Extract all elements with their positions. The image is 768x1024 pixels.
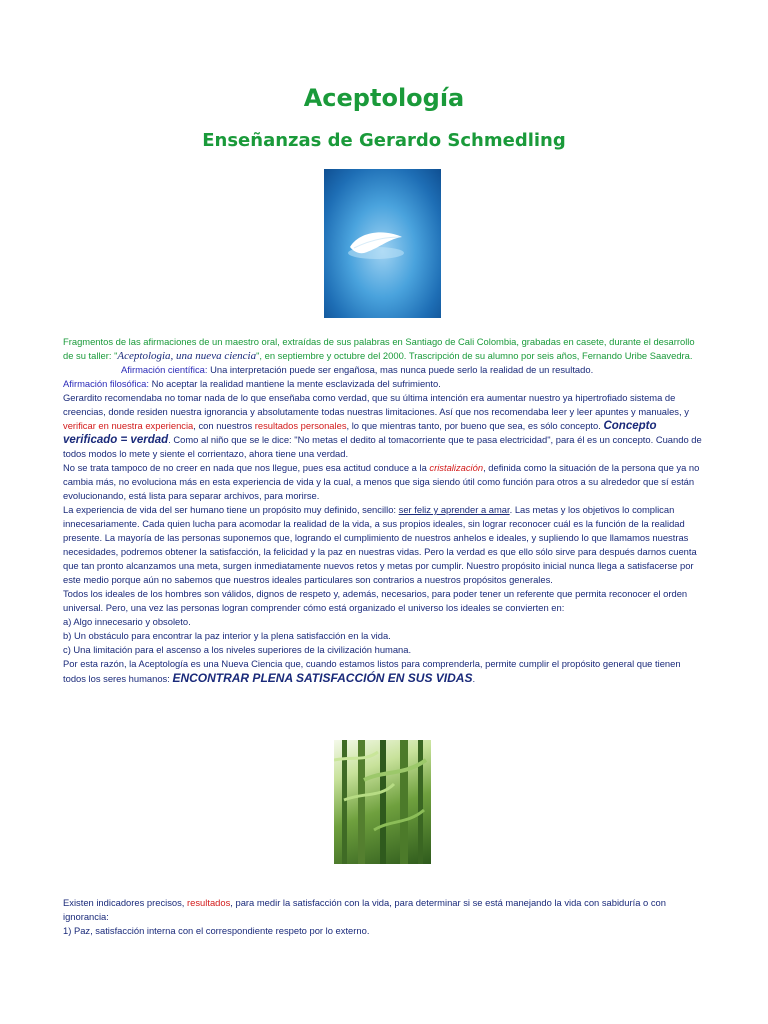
list-item-a: a) Algo innecesario y obsoleto. — [63, 616, 191, 627]
link-ser-feliz[interactable]: ser feliz y aprender a amar — [398, 504, 510, 515]
label-cientifica: Afirmación científica: — [121, 364, 208, 375]
page-title: Aceptología — [303, 84, 465, 112]
page-subtitle: Enseñanzas de Gerardo Schmedling — [202, 130, 566, 151]
intro-paragraph: Fragmentos de las afirmaciones de un maestro oral, extraídas de sus palabras en Santiago de Cali Colombia, grabadas en casete, durante el desarrollo de su taller: "Aceptologia, una nueva ciencia", en septiembre y octubre del 2000. Trascripción de su alumno por seis años, Fernando Uribe Saavedra.Afirmación científica: Una interpretación puede ser engañosa, mas nunca puede serlo la realidad de un resultado. — [63, 336, 695, 375]
intro-block — [63, 335, 703, 686]
paragraph-proposito: La experiencia de vida del ser humano tiene un propósito muy definido, sencillo: ser feliz y aprender a amar. Las metas y los objetivos lo complican innecesariamente. Cada quien lucha para acomodar la realidad de la vida, a sus propios ideales, sin lograr reconocer cuál es la función de la realidad presente. La mayoría de las personas suponemos que, logrando el cumplimiento de nuestros anhelos e ideales, y supliendo lo que llamamos nuestras necesidades, podremos obtener la satisfacción, la felicidad y la paz en nuestras vidas. Pero la verdad es que ello sólo sirve para después darnos cuenta que tan pronto alcanzamos una meta, surgen inmediatamente nuevos retos y metas por cumplir. Nuestro propósito inicial nunca llega a satisfacerse por este medio porque aún no sabemos que nuestros ideales particulares son contrarios a nuestros propósitos generales. — [63, 504, 697, 585]
satisfaction-emphasis: ENCONTRAR PLENA SATISFACCIÓN EN SUS VIDAS — [172, 671, 473, 685]
list-item-b: b) Un obstáculo para encontrar la paz interior y la plena satisfacción en la vida. — [63, 630, 391, 641]
paragraph-cristalizacion: No se trata tampoco de no creer en nada que nos llegue, pues esa actitud conduce a la cristalización, definida como la situación de la persona que ya no cambia más, no evoluciona más en esta experiencia de vida y la cual, a menos que siga siendo útil como función para otros a su alrededor que sí están evolucionando, está lista para separar archivos, para morirse. — [63, 462, 700, 501]
workshop-title: Aceptologia, una nueva ciencia — [117, 350, 257, 362]
feather-on-water-image — [324, 169, 441, 318]
footer-block — [63, 896, 703, 938]
feather-icon — [344, 227, 408, 261]
bamboo-image — [334, 740, 431, 864]
paragraph-ideales: Todos los ideales de los hombres son válidos, dignos de respeto y, además, necesarios, para poder tener un referente que permita reconocer el orden universal. Pero, una vez las personas logran comprender cómo está organizado el universo los ideales se convierten en: — [63, 588, 688, 613]
indicator-item-1: 1) Paz, satisfacción interna con el correspondiente respeto por lo externo. — [63, 925, 370, 936]
concept-verified-emphasis: Concepto verificado = verdad — [63, 420, 657, 446]
paragraph-conclusion: Por esta razón, la Aceptología es una Nueva Ciencia que, cuando estamos listos para comprenderla, permite cumplir el propósito general que tienen todos los seres humanos: ENCONTRAR PLENA SATISFACCIÓN EN SUS VIDAS. — [63, 658, 681, 685]
paragraph-gerardito: Gerardito recomendaba no tomar nada de lo que enseñaba como verdad, que su última intención era aumentar nuestro ya hipertrofiado sistema de creencias, donde residen nuestra ignorancia y absolutamente todas nuestras limitaciones. Así que nos recomendaba leer y leer apuntes y manuales, y verificar en nuestra experiencia, con nuestros resultados personales, lo que mientras tanto, por bueno que sea, es sólo concepto. Concepto verificado = verdad. Como al niño que se le dice: "No metas el dedito al tomacorriente que te pasa electricidad", para él es un concepto. Cuando de todos modos lo mete y siente el corrientazo, ahora tiene una verdad. — [63, 392, 702, 459]
label-filosofica: Afirmación filosófica: — [63, 378, 149, 389]
paragraph-indicadores: Existen indicadores precisos, resultados, para medir la satisfacción con la vida, para determinar si se está manejando la vida con sabiduría o con ignorancia: — [63, 897, 666, 922]
bamboo-icon — [334, 740, 431, 864]
list-item-c: c) Una limitación para el ascenso a los niveles superiores de la civilización humana. — [63, 644, 412, 655]
philosophic-statement: Afirmación filosófica: No aceptar la realidad mantiene la mente esclavizada del sufrimiento. — [63, 378, 441, 389]
